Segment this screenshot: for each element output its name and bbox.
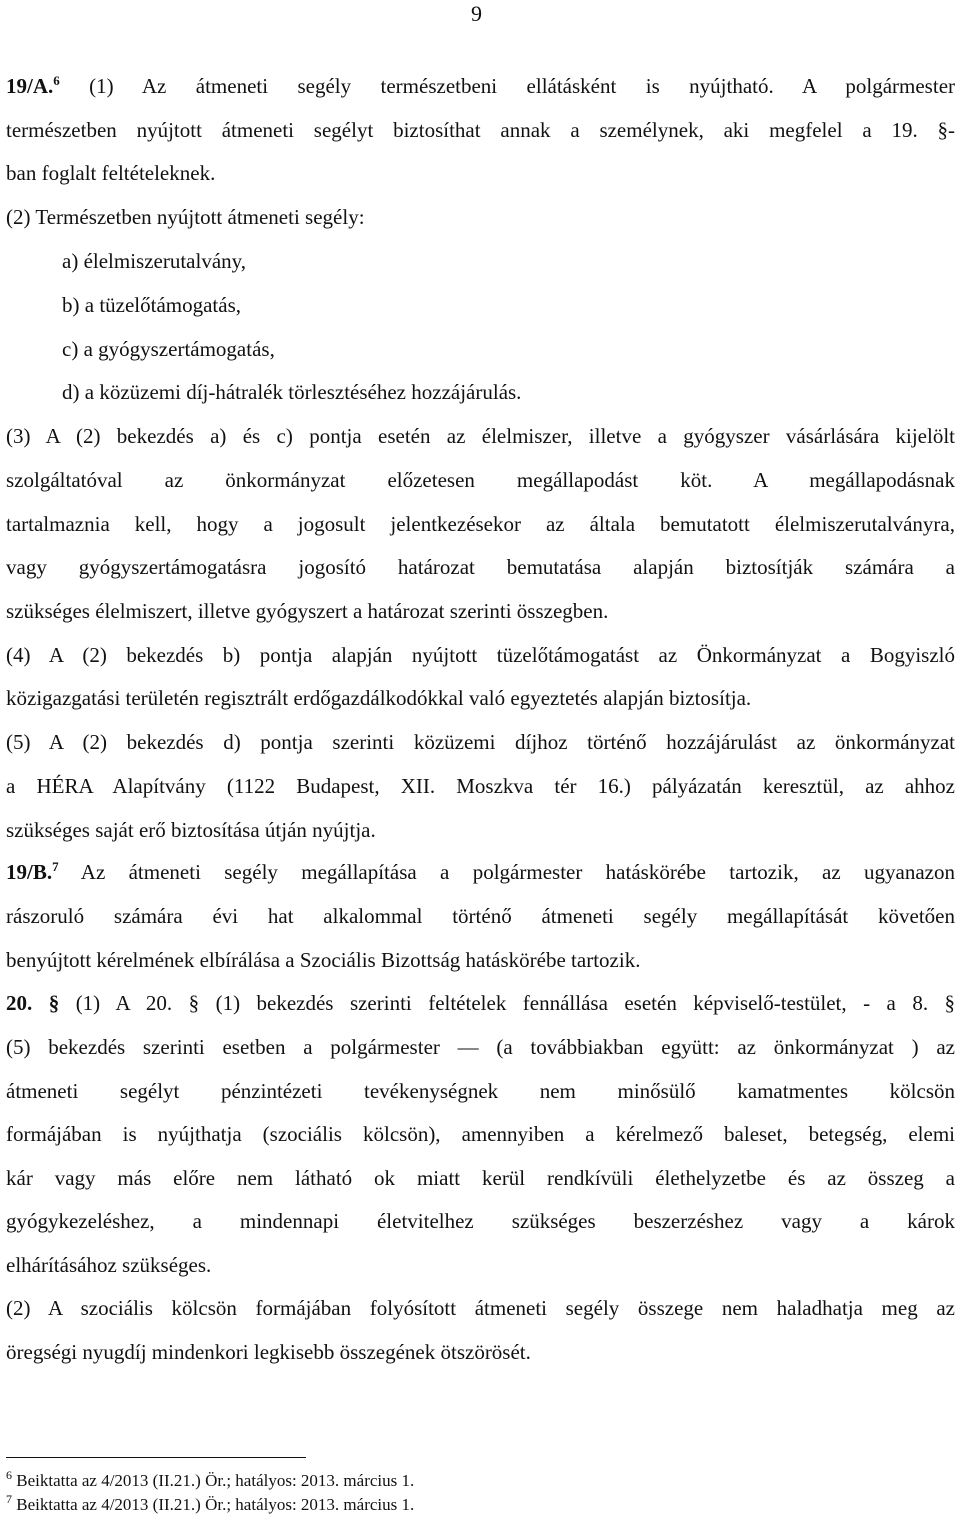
para3-line-1: (3) A (2) bekezdés a) és c) pontja esetén az élelmiszer, illetve a gyógyszer vásárlására kijelölt (6, 424, 955, 448)
section-20-line-2: (5) bekezdés szerinti esetben a polgármester — (a továbbiakban együtt: az önkormányzat ) az (6, 1035, 955, 1059)
footnote-7-text: Beiktatta az 4/2013 (II.21.) Ör.; hatályos: 2013. március 1. (16, 1495, 415, 1514)
section-20-line-5: kár vagy más előre nem látható ok miatt kerül rendkívüli élethelyzetbe és az összeg a (6, 1166, 955, 1190)
para3-line-2: szolgáltatóval az önkormányzat előzetesen megállapodást köt. A megállapodásnak (6, 468, 955, 492)
footnote-ref-7[interactable]: 7 (52, 859, 59, 874)
section-20-line-6: gyógykezeléshez, a mindennapi életvitelhez szükséges beszerzéshez vagy a károk (6, 1209, 955, 1233)
section-19b-line-3: benyújtott kérelmének elbírálása a Szociális Bizottság hatáskörébe tartozik. (6, 948, 641, 972)
section-19a-line-4: (2) Természetben nyújtott átmeneti segély: (6, 205, 365, 229)
section-19b-label: 19/B. (6, 860, 53, 884)
section-20-line-3: átmeneti segélyt pénzintézeti tevékenységnek nem minősülő kamatmentes kölcsön (6, 1079, 955, 1103)
section-19a-text: (1) Az átmeneti segély természetbeni ellátásként is nyújtható. A polgármester (89, 74, 955, 98)
section-20-line-8: (2) A szociális kölcsön formájában folyósított átmeneti segély összege nem haladhatja meg az (6, 1296, 955, 1320)
para5-line-2: a HÉRA Alapítvány (1122 Budapest, XII. Moszkva tér 16.) pályázatán keresztül, az ahhoz (6, 774, 955, 798)
section-19a-line-2: természetben nyújtott átmeneti segélyt biztosíthat annak a személynek, aki megfelel a 19. §- (6, 118, 955, 142)
para5-line-1: (5) A (2) bekezdés d) pontja szerinti közüzemi díjhoz történő hozzájárulást az önkormányzat (6, 730, 955, 754)
para4-line-2: közigazgatási területén regisztrált erdőgazdálkodókkal való egyeztetés alapján biztosítja. (6, 686, 752, 710)
footnote-6-number: 6 (6, 1468, 12, 1482)
list-item-d: d) a közüzemi díj-hátralék törlesztéséhez hozzájárulás. (62, 380, 522, 404)
para3-line-3: tartalmaznia kell, hogy a jogosult jelentkezésekor az általa bemutatott élelmiszerutalványra, (6, 512, 955, 536)
section-19b-line-1 (6, 857, 955, 887)
footnote-divider (6, 1457, 306, 1458)
section-20-line-1 (6, 988, 955, 1018)
para5-line-3: szükséges saját erő biztosítása útján nyújtja. (6, 818, 376, 842)
section-19a-line-3: ban foglalt feltételeknek. (6, 161, 216, 185)
footnote-ref-6[interactable]: 6 (53, 73, 60, 88)
section-19a-label: 19/A. (6, 74, 54, 98)
footnote-7 (6, 1494, 414, 1516)
list-item-c: c) a gyógyszertámogatás, (62, 337, 275, 361)
section-19b-text: Az átmeneti segély megállapítása a polgármester hatáskörébe tartozik, az ugyanazon (80, 860, 955, 884)
section-20-label: 20. § (6, 991, 60, 1015)
section-20-text: (1) A 20. § (1) bekezdés szerinti feltételek fennállása esetén képviselő-testület, - a 8. § (75, 991, 955, 1015)
section-20-line-4: formájában is nyújthatja (szociális kölcsön), amennyiben a kérelmező baleset, betegség, elemi (6, 1122, 955, 1146)
footnote-7-number: 7 (6, 1492, 12, 1506)
page-number: 9 (471, 1, 482, 26)
para3-line-4: vagy gyógyszertámogatásra jogosító határozat bemutatása alapján biztosítják számára a (6, 555, 955, 579)
section-19a-line-1 (6, 71, 955, 101)
section-20-line-9: öregségi nyugdíj mindenkori legkisebb összegének ötszörösét. (6, 1340, 531, 1364)
list-item-a: a) élelmiszerutalvány, (62, 249, 247, 273)
list-item-b: b) a tüzelőtámogatás, (62, 293, 242, 317)
footnote-6 (6, 1470, 414, 1492)
section-20-line-7: elhárításához szükséges. (6, 1253, 212, 1277)
para3-line-5: szükséges élelmiszert, illetve gyógyszert a határozat szerinti összegben. (6, 599, 609, 623)
footnote-6-text: Beiktatta az 4/2013 (II.21.) Ör.; hatályos: 2013. március 1. (16, 1471, 415, 1490)
section-19b-line-2: rászoruló számára évi hat alkalommal történő átmeneti segély megállapítását követően (6, 904, 955, 928)
para4-line-1: (4) A (2) bekezdés b) pontja alapján nyújtott tüzelőtámogatást az Önkormányzat a Bogyiszló (6, 643, 955, 667)
